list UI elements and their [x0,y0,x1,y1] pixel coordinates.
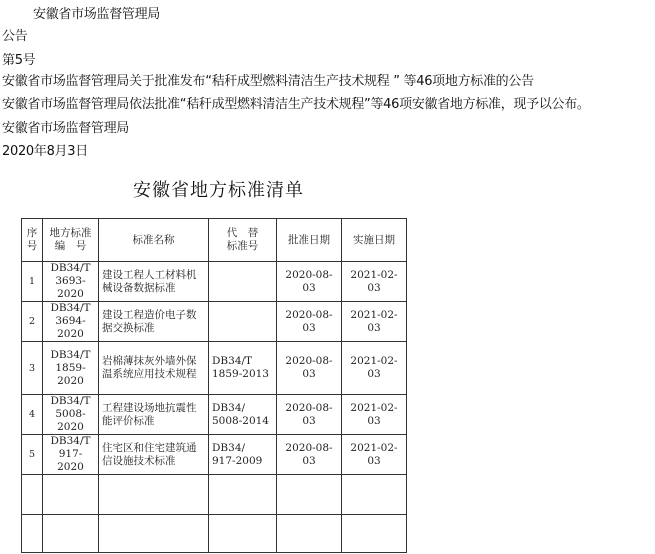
row-seq: 4 [22,395,43,435]
row-standard-name: 工程建设场地抗震性能评价标准 [99,395,209,435]
header-seq-line1: 序 [26,227,38,239]
header-seq [22,219,43,262]
table-row [22,342,407,395]
row-approve-date: 2020-08-03 [277,395,342,435]
header-standard-no [43,219,99,262]
row-standard-name: 建设工程造价电子数据交换标准 [99,302,209,342]
table-row [22,262,407,302]
empty-cell [43,475,99,515]
empty-cell [99,515,209,553]
row-replaces [209,435,277,475]
row-replaces-code: 917-2009 [212,454,263,467]
row-seq: 1 [22,262,43,302]
row-approve-date: 2020-08-03 [277,302,342,342]
header-replace-line1: 代 替 [226,227,259,239]
row-standard-no-code: 3694-2020 [55,315,86,340]
empty-cell [342,475,407,515]
table-row-empty [22,475,407,515]
row-standard-no [43,395,99,435]
row-standard-name: 住宅区和住宅建筑通信设施技术标准 [99,435,209,475]
row-replaces [209,302,277,342]
standards-table [21,218,407,553]
row-replaces [209,262,277,302]
empty-cell [342,515,407,553]
row-implement-date: 2021-02-03 [342,342,407,395]
row-replaces-code: 5008-2014 [212,414,269,427]
row-standard-no-code: 1859-2020 [55,361,86,387]
row-replaces [209,395,277,435]
row-standard-no-prefix: DB34/T [50,262,91,274]
table-header-row [22,219,407,262]
row-seq: 5 [22,435,43,475]
notice-body: 安徽省市场监督管理局依法批准“秸秆成型燃料清洁生产技术规程”等46项安徽省地方标准，现予以公布。 [2,97,590,112]
header-no-line2: 编 号 [54,240,87,252]
row-standard-no-prefix: DB34/T [50,395,91,407]
row-standard-no [43,302,99,342]
row-approve-date: 2020-08-03 [277,435,342,475]
standards-list-title: 安徽省地方标准清单 [133,180,304,201]
row-standard-no-code: 917-2020 [57,448,84,473]
header-standard-name: 标准名称 [99,219,209,262]
table-row-empty [22,515,407,553]
header-no-line1: 地方标准 [49,227,92,239]
empty-cell [277,475,342,515]
row-replaces-prefix: DB34/ [212,401,246,414]
row-replaces-prefix: DB34/T [212,355,253,367]
header-seq-line2: 号 [26,240,38,252]
row-standard-no [43,262,99,302]
empty-cell [99,475,209,515]
row-seq: 2 [22,302,43,342]
notice-title: 安徽省市场监督管理局关于批准发布“秸秆成型燃料清洁生产技术规程 ” 等46项地方标准的公告 [2,74,534,89]
row-standard-no [43,435,99,475]
table-row [22,395,407,435]
row-standard-no-prefix: DB34/T [50,435,91,447]
row-approve-date: 2020-08-03 [277,342,342,395]
table-row [22,302,407,342]
row-replaces [209,342,277,395]
row-implement-date: 2021-02-03 [342,435,407,475]
row-standard-no-prefix: DB34/T [50,348,91,361]
row-standard-name: 建设工程人工材料机械设备数据标准 [99,262,209,302]
row-replaces-prefix: DB34/ [212,441,246,454]
row-implement-date: 2021-02-03 [342,262,407,302]
row-standard-no-code: 5008-2020 [55,408,86,433]
notice-signature: 安徽省市场监督管理局 [2,121,130,136]
row-seq: 3 [22,342,43,395]
empty-cell [277,515,342,553]
empty-cell [209,475,277,515]
empty-cell [43,515,99,553]
notice-department: 安徽省市场监督管理局 [33,7,161,22]
empty-cell [209,515,277,553]
row-standard-no-prefix: DB34/T [50,302,91,314]
table-row [22,435,407,475]
row-standard-name: 岩棉薄抹灰外墙外保温系统应用技术规程 [99,342,209,395]
row-implement-date: 2021-02-03 [342,302,407,342]
notice-type: 公告 [2,29,28,44]
empty-cell [22,475,43,515]
header-replace-line2: 标准号 [226,240,259,252]
notice-date: 2020年8月3日 [2,144,88,159]
header-approve-date: 批准日期 [277,219,342,262]
row-implement-date: 2021-02-03 [342,395,407,435]
row-approve-date: 2020-08-03 [277,262,342,302]
row-replaces-code: 1859-2013 [212,368,269,380]
empty-cell [22,515,43,553]
header-implement-date: 实施日期 [342,219,407,262]
row-standard-no-code: 3693-2020 [55,275,86,300]
notice-number: 第5号 [2,53,36,68]
header-replaces [209,219,277,262]
row-standard-no [43,342,99,395]
